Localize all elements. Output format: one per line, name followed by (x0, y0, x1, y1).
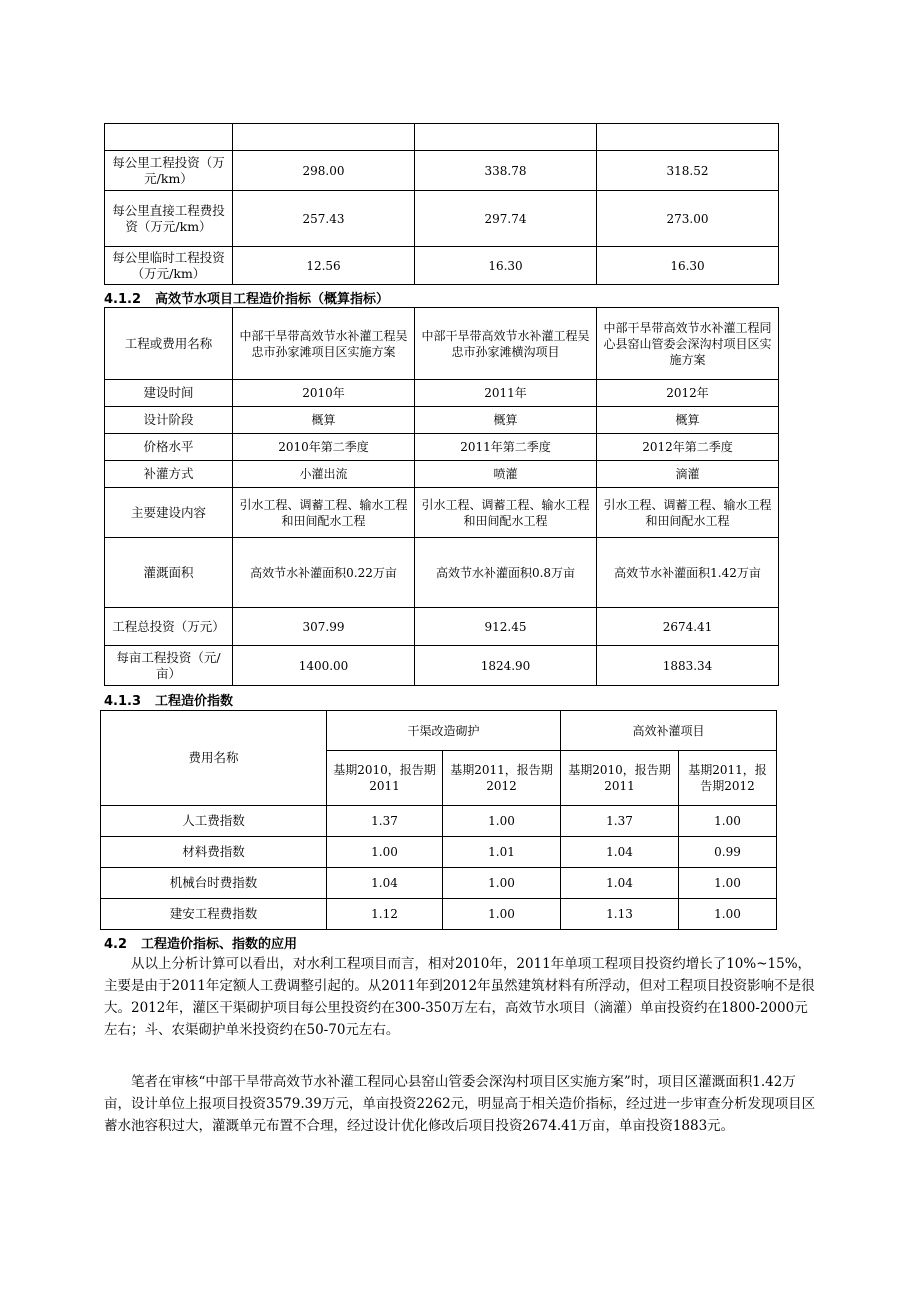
row-label: 建安工程费指数 (101, 899, 327, 930)
table-cell: 1.00 (443, 806, 561, 837)
table-cell: 1.04 (561, 837, 679, 868)
column-header: 中部干旱带高效节水补灌工程同心县窑山管委会深沟村项目区实施方案 (597, 308, 779, 380)
table-cell: 概算 (415, 407, 597, 434)
table-header-row (101, 711, 777, 751)
table-cell: 高效节水补灌面积1.42万亩 (597, 538, 779, 608)
table-cell: 1.01 (443, 837, 561, 868)
table-cell: 2010年 (233, 380, 415, 407)
table-cell: 912.45 (415, 608, 597, 646)
table-cell: 1.00 (443, 868, 561, 899)
row-label: 人工费指数 (101, 806, 327, 837)
row-label: 补灌方式 (105, 461, 233, 488)
column-header: 基期2010，报告期2011 (327, 751, 443, 806)
table-row (105, 247, 779, 285)
section-title: 工程造价指数 (155, 694, 234, 709)
section-title: 工程造价指标、指数的应用 (141, 937, 298, 952)
table-cell: 1.00 (679, 899, 777, 930)
table-cell: 1.04 (561, 868, 679, 899)
table-cell: 257.43 (233, 191, 415, 247)
table-cell: 高效节水补灌面积0.8万亩 (415, 538, 597, 608)
row-label: 每公里临时工程投资（万元/km） (105, 247, 233, 285)
section-number: 4.1.3 (104, 694, 142, 709)
section-heading-4-1-2 (104, 288, 389, 307)
body-paragraph: 笔者在审核“中部干旱带高效节水补灌工程同心县窑山管委会深沟村项目区实施方案”时，项目区灌溉面积1.42万亩，设计单位上报项目投资3579.39万元，单亩投资2262元，明显高于相关造价指标，经过进一步审查分析发现项目区蓄水池容积过大，灌溉单元布置不合理，经过设计优化修改后项目投资2674.41万亩，单亩投资1883元。 (104, 1074, 816, 1134)
table-row (105, 608, 779, 646)
table-cell: 2012年 (597, 380, 779, 407)
row-label: 灌溉面积 (105, 538, 233, 608)
row-label: 机械台时费指数 (101, 868, 327, 899)
table-cost-indices (100, 710, 777, 930)
table-cell: 引水工程、调蓄工程、输水工程和田间配水工程 (597, 488, 779, 538)
table-row (101, 868, 777, 899)
table-cell: 1400.00 (233, 646, 415, 686)
row-label: 每公里直接工程费投资（万元/km） (105, 191, 233, 247)
table-cell: 2012年第二季度 (597, 434, 779, 461)
column-group-header: 高效补灌项目 (561, 711, 777, 751)
table-cell (597, 124, 779, 151)
table-cell: 338.78 (415, 151, 597, 191)
table-cell: 滴灌 (597, 461, 779, 488)
table-row (105, 380, 779, 407)
section-number: 4.1.2 (104, 292, 142, 307)
table-cell: 1.37 (327, 806, 443, 837)
row-label: 设计阶段 (105, 407, 233, 434)
row-label: 每亩工程投资（元/亩） (105, 646, 233, 686)
table-row (105, 124, 779, 151)
table-cell: 1883.34 (597, 646, 779, 686)
section-heading-4-2 (104, 933, 297, 952)
table-cell: 2010年第二季度 (233, 434, 415, 461)
table-row (101, 837, 777, 868)
table-cell: 1.13 (561, 899, 679, 930)
table-row (105, 538, 779, 608)
table-cell: 297.74 (415, 191, 597, 247)
table-cell: 16.30 (597, 247, 779, 285)
table-cell: 2011年第二季度 (415, 434, 597, 461)
column-header: 基期2010，报告期2011 (561, 751, 679, 806)
table-row (105, 191, 779, 247)
row-label: 主要建设内容 (105, 488, 233, 538)
row-label: 建设时间 (105, 380, 233, 407)
table-cell: 1.00 (679, 806, 777, 837)
table-row (105, 434, 779, 461)
table-cell (105, 124, 233, 151)
table-row (101, 899, 777, 930)
row-label: 工程总投资（万元） (105, 608, 233, 646)
table-per-km-investment (104, 123, 779, 285)
section-number: 4.2 (104, 937, 128, 952)
table-cell: 引水工程、调蓄工程、输水工程和田间配水工程 (415, 488, 597, 538)
table-cell: 318.52 (597, 151, 779, 191)
table-cell (415, 124, 597, 151)
table-cell: 2011年 (415, 380, 597, 407)
table-cell: 1.37 (561, 806, 679, 837)
table-cell: 273.00 (597, 191, 779, 247)
table-cell (233, 124, 415, 151)
table-row (101, 806, 777, 837)
table-header-row (105, 308, 779, 380)
body-paragraph: 从以上分析计算可以看出，对水利工程项目而言，相对2010年，2011年单项工程项目投资约增长了10%~15%，主要是由于2011年定额人工费调整引起的。从2011年到2012年虽然建筑材料有所浮动，但对工程项目投资影响不是很大。2012年，灌区干渠砌护项目每公里投资约在300-350万左右，高效节水项目（滴灌）单亩投资约在1800-2000元左右；斗、农渠砌护单米投资约在50-70元左右。 (104, 956, 815, 1038)
table-cost-indicators (104, 307, 779, 686)
column-header: 费用名称 (101, 711, 327, 806)
table-cell: 1.04 (327, 868, 443, 899)
table-cell: 1.00 (443, 899, 561, 930)
column-header: 中部干旱带高效节水补灌工程吴忠市孙家滩项目区实施方案 (233, 308, 415, 380)
table-cell: 1.00 (679, 868, 777, 899)
section-title: 高效节水项目工程造价指标（概算指标） (155, 292, 390, 307)
row-label: 价格水平 (105, 434, 233, 461)
row-label: 材料费指数 (101, 837, 327, 868)
table-cell: 喷灌 (415, 461, 597, 488)
table-row (105, 407, 779, 434)
table-cell: 2674.41 (597, 608, 779, 646)
table-cell: 1824.90 (415, 646, 597, 686)
table-cell: 307.99 (233, 608, 415, 646)
section-heading-4-1-3 (104, 690, 233, 709)
column-group-header: 干渠改造砌护 (327, 711, 561, 751)
table-cell: 1.00 (327, 837, 443, 868)
table-row (105, 488, 779, 538)
table-cell: 概算 (233, 407, 415, 434)
table-cell: 小灌出流 (233, 461, 415, 488)
table-row (105, 646, 779, 686)
table-row (105, 151, 779, 191)
table-cell: 12.56 (233, 247, 415, 285)
column-header: 工程或费用名称 (105, 308, 233, 380)
column-header: 基期2011，报告期2012 (443, 751, 561, 806)
column-header: 基期2011，报告期2012 (679, 751, 777, 806)
table-cell: 概算 (597, 407, 779, 434)
table-cell: 1.12 (327, 899, 443, 930)
table-cell: 298.00 (233, 151, 415, 191)
table-cell: 16.30 (415, 247, 597, 285)
column-header: 中部干旱带高效节水补灌工程吴忠市孙家滩横沟项目 (415, 308, 597, 380)
table-cell: 0.99 (679, 837, 777, 868)
table-cell: 引水工程、调蓄工程、输水工程和田间配水工程 (233, 488, 415, 538)
table-cell: 高效节水补灌面积0.22万亩 (233, 538, 415, 608)
table-row (105, 461, 779, 488)
row-label: 每公里工程投资（万元/km） (105, 151, 233, 191)
